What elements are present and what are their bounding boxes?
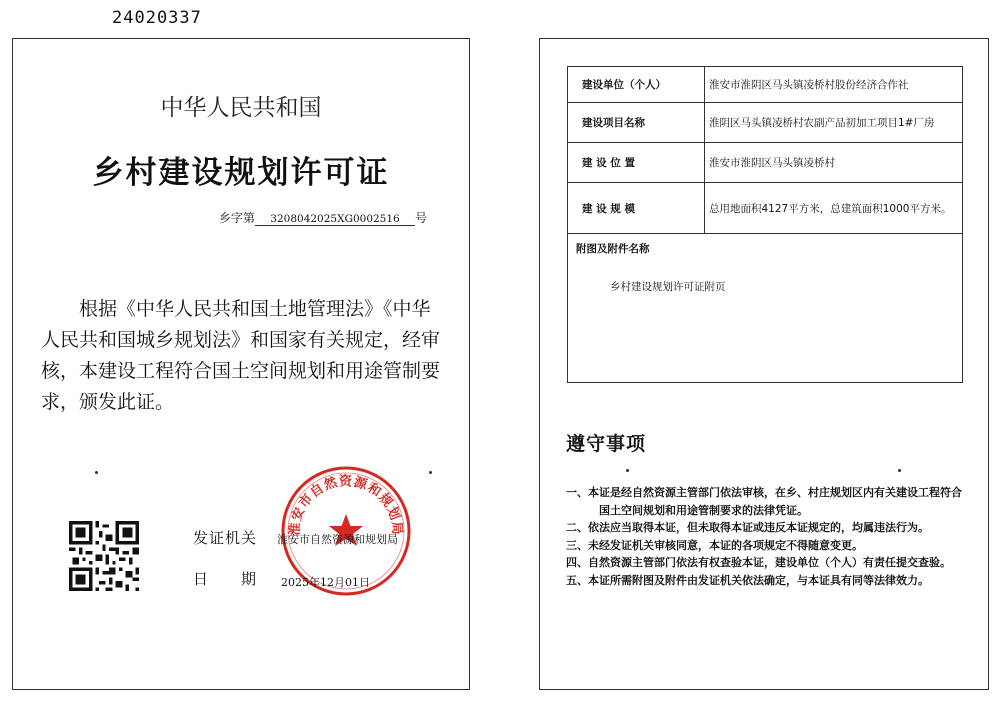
license-front-page [12, 38, 470, 690]
license-number: 3208042025XG0002516 [255, 213, 415, 226]
attachments-box [567, 233, 963, 383]
rule-item: 二、依法应当取得本证，但未取得本证或违反本证规定的，均属违法行为。 [566, 521, 929, 534]
rule-item: 五、本证所需附图及附件由发证机关依法确定，与本证具有同等法律效力。 [566, 573, 929, 587]
issuer-value: 淮安市自然资源和规划局 [277, 533, 398, 546]
rule-item: 三、未经发证机关审核同意，本证的各项规定不得随意变更。 [566, 538, 863, 552]
qr-code-icon [69, 521, 139, 591]
dot-mark [429, 471, 432, 474]
row-value: 淮安市淮阴区马头镇凌桥村 [705, 143, 963, 183]
table-row [568, 67, 963, 103]
stamp-text: 淮安市自然资源和规划局 [287, 474, 405, 537]
attachment-item: 乡村建设规划许可证附页 [610, 281, 726, 293]
license-suffix: 号 [415, 211, 428, 225]
license-back-page [539, 38, 989, 690]
row-key: 建设单位（个人） [568, 67, 705, 103]
serial-number: 24020337 [112, 8, 202, 28]
row-key: 建设项目名称 [568, 103, 705, 143]
date-label: 日 期 [193, 570, 258, 588]
row-value: 总用地面积4127平方米，总建筑面积1000平方米。 [705, 183, 963, 234]
license-prefix: 乡字第 [219, 211, 256, 225]
rule-item: 四、自然资源主管部门依法有权查验本证，建设单位（个人）有责任提交查验。 [566, 556, 951, 569]
dot-mark [626, 469, 629, 472]
row-key: 建 设 位 置 [568, 143, 705, 183]
rules-title: 遵守事项 [566, 433, 647, 455]
attachments-label: 附图及附件名称 [576, 243, 650, 255]
issuer-label: 发证机关 [193, 529, 258, 547]
license-number-line [219, 209, 427, 226]
dot-mark [95, 471, 98, 474]
rules-list [566, 484, 966, 589]
country-name: 中华人民共和国 [160, 95, 322, 121]
license-title: 乡村建设规划许可证 [92, 155, 390, 191]
row-key: 建 设 规 模 [568, 183, 705, 234]
row-value: 淮安市淮阴区马头镇凌桥村股份经济合作社 [705, 67, 963, 103]
rule-item: 一、本证是经自然资源主管部门依法审核，在乡、村庄规划区内有关建设工程符合国土空间规划和用途管制要求的法律凭证。 [566, 486, 962, 517]
license-body-text: 根据《中华人民共和国土地管理法》《中华人民共和国城乡规划法》和国家有关规定，经审核，本建设工程符合国土空间规划和用途管制要求，颁发此证。 [41, 298, 441, 413]
date-value: 2025年12月01日 [281, 576, 370, 589]
table-row [568, 143, 963, 183]
dot-mark [898, 469, 901, 472]
row-value: 淮阴区马头镇凌桥村农副产品初加工项目1#厂房 [705, 103, 963, 143]
table-row [568, 183, 963, 234]
project-info-table [567, 66, 963, 234]
table-row [568, 103, 963, 143]
